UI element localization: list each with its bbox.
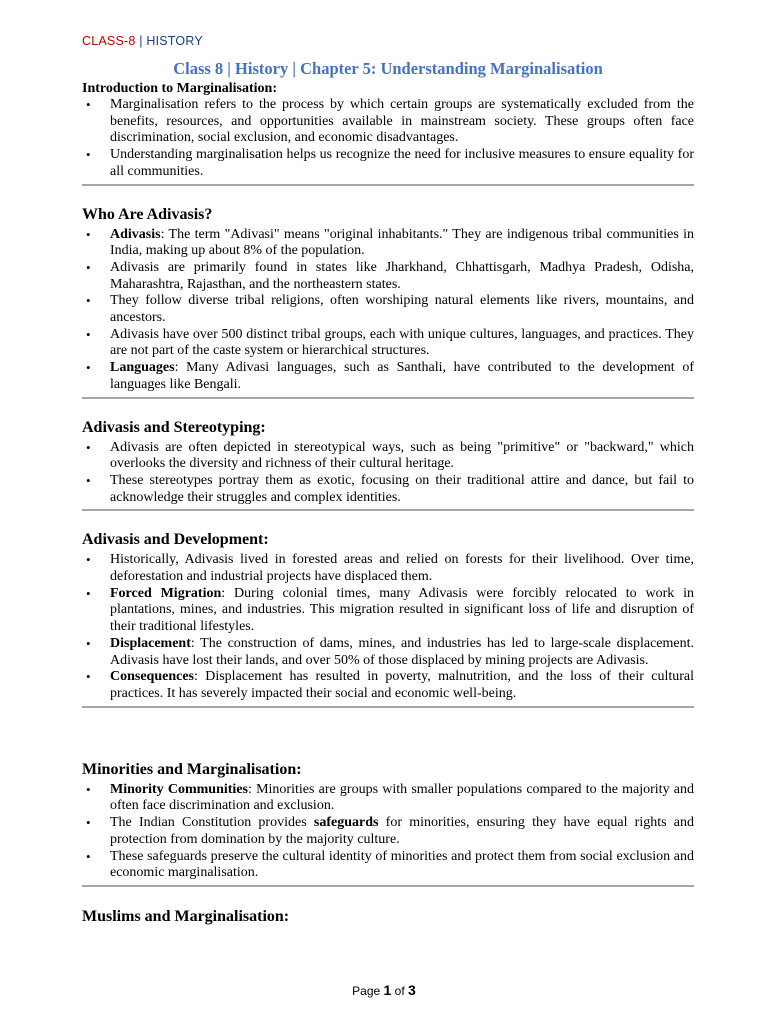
- bullet-icon: •: [86, 259, 91, 275]
- header-separator: |: [139, 34, 143, 48]
- class-label: CLASS-8: [82, 34, 136, 48]
- page-footer: [0, 982, 768, 998]
- intro-heading: Introduction to Marginalisation:: [82, 81, 277, 96]
- minorities-section: [82, 760, 694, 887]
- list-item: • Adivasis: The term "Adivasi" means "original inhabitants." They are indigenous tribal communities in India, making up about 8% of the population.: [86, 226, 694, 259]
- section-heading: Muslims and Marginalisation:: [82, 907, 290, 925]
- bullet-icon: •: [86, 360, 91, 376]
- bullet-icon: •: [86, 226, 91, 242]
- list-item: • Understanding marginalisation helps us recognize the need for inclusive measures to ensure equality for all communities.: [86, 147, 694, 179]
- bullet-icon: •: [86, 326, 91, 342]
- bullet-icon: •: [86, 147, 91, 163]
- stereotyping-list: [82, 440, 694, 507]
- section-divider: [82, 885, 694, 887]
- total-pages: 3: [408, 982, 416, 998]
- section-divider: [82, 184, 694, 186]
- development-section: [82, 530, 694, 707]
- bullet-icon: •: [86, 848, 91, 864]
- section-heading: Who Are Adivasis?: [82, 205, 213, 223]
- list-item: • These safeguards preserve the cultural identity of minorities and protect them from social exclusion and economic marginalisation.: [86, 848, 694, 881]
- section-heading: Adivasis and Development:: [82, 531, 269, 549]
- minorities-list: [82, 782, 694, 882]
- of-word: of: [394, 984, 405, 998]
- bullet-icon: •: [86, 585, 91, 601]
- bullet-icon: •: [86, 97, 91, 112]
- subject-label: HISTORY: [146, 34, 203, 48]
- list-item: • Displacement: The construction of dams, mines, and industries has led to large-scale displacement. Adivasis have lost their lands, and over 50% of those displaced by mining projects are Adivasis.: [86, 635, 694, 668]
- muslims-section: [82, 907, 694, 927]
- page-content: [82, 58, 694, 929]
- bullet-icon: •: [86, 472, 91, 488]
- list-item: • Adivasis are often depicted in stereotypical ways, such as being "primitive" or "backward," which overlooks the diversity and richness of their cultural heritage.: [86, 439, 694, 472]
- list-item: • Adivasis have over 500 distinct tribal groups, each with unique cultures, languages, and practices. They are not part of the caste system or hierarchical structures.: [86, 326, 694, 359]
- bullet-icon: •: [86, 293, 91, 309]
- list-item: • These stereotypes portray them as exotic, focusing on their traditional attire and dance, but fail to acknowledge their struggles and complex identities.: [86, 472, 694, 505]
- stereotyping-section: [82, 418, 694, 512]
- development-list: [82, 552, 694, 702]
- document-title: Class 8 | History | Chapter 5: Understanding Marginalisation: [173, 59, 603, 78]
- intro-list: [82, 97, 694, 181]
- list-item: • The Indian Constitution provides safeguards for minorities, ensuring they have equal rights and protection from domination by the majority culture.: [86, 815, 695, 847]
- list-item: • Historically, Adivasis lived in forested areas and relied on forests for their livelihood. Over time, deforestation and industrial projects have displaced them.: [86, 552, 694, 585]
- section-heading: Minorities and Marginalisation:: [82, 760, 302, 778]
- page-number: 1: [383, 982, 392, 998]
- page-word: Page: [352, 984, 381, 998]
- adivasis-list: [82, 227, 694, 394]
- bullet-icon: •: [86, 635, 91, 651]
- section-divider: [82, 706, 694, 708]
- adivasis-section: [82, 205, 694, 399]
- list-item: • Marginalisation refers to the process by which certain groups are systematically excluded from the benefits, resources, and opportunities available in mainstream society. These groups often face discrimination, social exclusion, and economic disadvantages.: [86, 97, 694, 146]
- list-item: • Adivasis are primarily found in states like Jharkhand, Chhattisgarh, Madhya Pradesh, Odisha, Maharashtra, Rajasthan, and the northeastern states.: [86, 259, 694, 292]
- bullet-icon: •: [86, 669, 91, 685]
- list-item: • They follow diverse tribal religions, often worshiping natural elements like rivers, mountains, and ancestors.: [86, 293, 694, 326]
- document-header: [82, 34, 203, 48]
- section-heading: Adivasis and Stereotyping:: [82, 418, 266, 436]
- list-item: • Forced Migration: During colonial times, many Adivasis were forcibly relocated to work in plantations, mines, and industries. This migration resulted in significant loss of life and disruption of their traditional lifestyles.: [86, 585, 694, 635]
- bullet-icon: •: [86, 781, 91, 797]
- section-divider: [82, 509, 694, 511]
- list-item: • Consequences: Displacement has resulted in poverty, malnutrition, and the loss of their cultural practices. It has severely impacted their social and economic well-being.: [86, 669, 694, 701]
- list-item: • Minority Communities: Minorities are groups with smaller populations compared to the majority and often face discrimination and exclusion.: [86, 781, 695, 814]
- section-divider: [82, 397, 694, 399]
- bullet-icon: •: [86, 552, 91, 568]
- list-item: • Languages: Many Adivasi languages, such as Santhali, have contributed to the development of languages like Bengali.: [86, 360, 694, 392]
- bullet-icon: •: [86, 815, 91, 831]
- bullet-icon: •: [86, 439, 91, 455]
- intro-section: [82, 80, 694, 186]
